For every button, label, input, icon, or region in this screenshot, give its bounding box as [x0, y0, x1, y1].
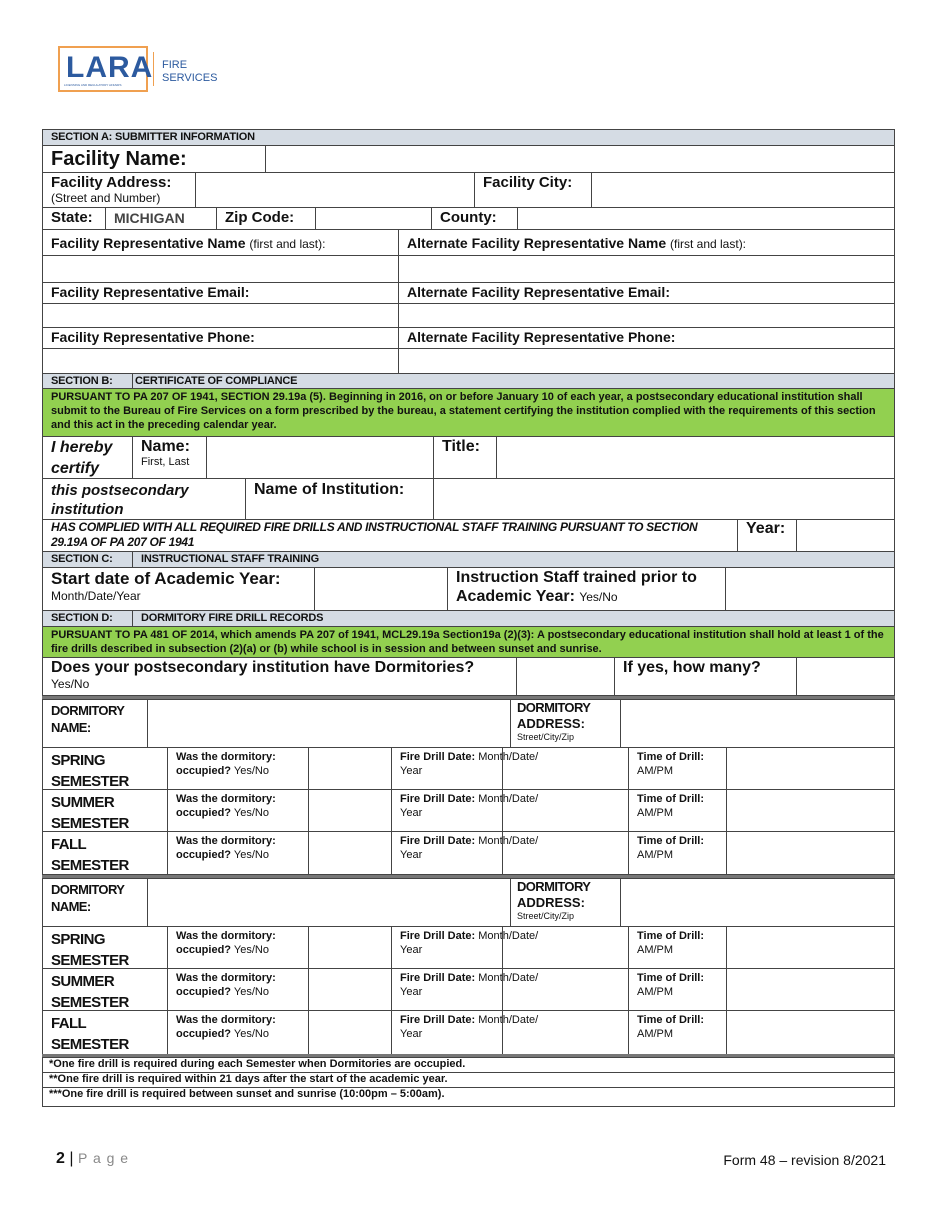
rep-phone-field[interactable]: [42, 348, 399, 374]
semester-row-summer: [42, 968, 895, 1011]
dorm-name-label-cell: [42, 878, 148, 927]
drill-date-label-cell: [391, 968, 539, 1011]
dorm-question-label: Does your postsecondary institution have Dormitories?: [51, 659, 475, 676]
drill-date-field[interactable]: [502, 789, 629, 832]
how-many-label: If yes, how many?: [623, 659, 761, 676]
occupied-field[interactable]: [308, 747, 392, 790]
drill-date-sub: Month/Date/: [478, 1014, 539, 1026]
lara-logo: [58, 46, 218, 98]
trained-field[interactable]: [725, 567, 895, 611]
drill-date-label: Fire Drill Date:: [400, 1014, 476, 1026]
occupied-label-cell: [167, 968, 309, 1011]
zip-label-cell: [216, 207, 316, 230]
semester-label-1: SPRING: [51, 931, 105, 948]
alt-rep-name-label: [399, 230, 894, 251]
occupied-sub: Yes/No: [233, 986, 269, 998]
section-c-header-a: SECTION C:: [42, 551, 133, 568]
semester-row-spring: [42, 926, 895, 969]
county-label-cell: [431, 207, 518, 230]
cert-name-field[interactable]: [206, 436, 434, 479]
page-separator: |: [69, 1150, 74, 1167]
rep-name-label-text: Facility Representative Name: [51, 235, 246, 251]
trained-label-2-text: Academic Year:: [456, 588, 575, 605]
rep-name-label: [43, 230, 398, 251]
dorm-question-sub: Yes/No: [51, 677, 90, 691]
semester-label-cell: [42, 747, 168, 790]
semester-row-summer: [42, 789, 895, 832]
drill-date-sub2: Year: [400, 986, 423, 998]
drill-date-sub2: Year: [400, 807, 423, 819]
drill-date-field[interactable]: [502, 831, 629, 875]
semester-label-2: SEMESTER: [51, 857, 129, 874]
state-value-cell: [105, 207, 217, 230]
rep-email-label-cell: [42, 282, 399, 304]
dorm-address-label-2: ADDRESS:: [517, 716, 585, 731]
semester-label-cell: [42, 831, 168, 875]
drill-date-label-cell: [391, 831, 539, 875]
alt-rep-phone-field[interactable]: [398, 348, 895, 374]
alt-rep-name-label-cell: [398, 229, 895, 256]
drill-time-label: Time of Drill:: [637, 1014, 705, 1026]
trained-label-2: [448, 587, 725, 606]
drill-time-sub: AM/PM: [637, 849, 674, 861]
semester-row-fall: [42, 1010, 895, 1055]
dorm-block-1: [42, 699, 895, 875]
drill-time-sub: AM/PM: [637, 807, 674, 819]
semester-label-1: SUMMER: [51, 794, 115, 811]
drill-date-label: Fire Drill Date:: [400, 930, 476, 942]
drill-date-field[interactable]: [502, 926, 629, 969]
alt-rep-email-label: Alternate Facility Representative Email:: [407, 284, 670, 300]
facility-city-field[interactable]: [591, 172, 895, 208]
page-footer-left: [56, 1150, 129, 1168]
facility-address-label: Facility Address:: [51, 174, 172, 191]
drill-time-label-cell: [628, 926, 727, 969]
drill-time-label-cell: [628, 789, 727, 832]
semester-label-2: SEMESTER: [51, 815, 129, 832]
occupied-sub: Yes/No: [233, 1028, 269, 1040]
this-post-cell: [42, 478, 246, 520]
cert-name-label-cell: [132, 436, 207, 479]
drill-date-label-cell: [391, 747, 539, 790]
facility-name-field[interactable]: [265, 145, 895, 173]
rep-phone-label-cell: [42, 327, 399, 349]
drill-date-field[interactable]: [502, 747, 629, 790]
state-label-cell: [42, 207, 106, 230]
alt-rep-name-label-text: Alternate Facility Representative Name: [407, 235, 667, 251]
drill-date-sub2: Year: [400, 765, 423, 777]
semester-label-cell: [42, 789, 168, 832]
county-field[interactable]: [517, 207, 895, 230]
dorm-address-label-1: DORMITORY: [517, 879, 591, 894]
occupied-label-2: occupied?: [176, 1028, 232, 1040]
occupied-label-cell: [167, 747, 309, 790]
dorm-address-label-cell: [510, 699, 621, 748]
occupied-label-cell: [167, 789, 309, 832]
cert-name-sub: First, Last: [141, 456, 190, 468]
year-field[interactable]: [796, 519, 895, 552]
complied-text: HAS COMPLIED WITH ALL REQUIRED FIRE DRILLS AND INSTRUCTIONAL STAFF TRAINING PURSUANT TO SECTION 29.19A OF PA 207 OF 1941: [51, 520, 698, 549]
rep-name-label-cell: [42, 229, 399, 256]
drill-time-field[interactable]: [726, 831, 895, 875]
cert-name-label: Name:: [141, 438, 190, 455]
semester-label-1: FALL: [51, 1015, 87, 1032]
occupied-label-1: Was the dormitory:: [176, 835, 276, 847]
state-label: State:: [51, 209, 93, 226]
footnote-1: *One fire drill is required during each Semester when Dormitories are occupied.: [42, 1057, 895, 1073]
section-d-header-b: DORMITORY FIRE DRILL RECORDS: [132, 610, 895, 627]
start-date-field[interactable]: [314, 567, 448, 611]
drill-time-label: Time of Drill:: [637, 751, 705, 763]
dorm-name-field[interactable]: [147, 878, 511, 927]
drill-date-sub: Month/Date/: [478, 972, 539, 984]
section-a-header: SECTION A: SUBMITTER INFORMATION: [42, 129, 895, 146]
logo-dept-2: SERVICES: [162, 72, 218, 84]
rep-email-field[interactable]: [42, 303, 399, 328]
drill-date-label-cell: [391, 926, 539, 969]
facility-name-label: Facility Name:: [51, 148, 187, 170]
drill-time-field[interactable]: [726, 747, 895, 790]
year-label-cell: [737, 519, 797, 552]
drill-date-sub: Month/Date/: [478, 793, 539, 805]
occupied-sub: Yes/No: [233, 849, 269, 861]
semester-label-2: SEMESTER: [51, 1036, 129, 1053]
rep-name-field[interactable]: [42, 255, 399, 283]
semester-label-cell: [42, 1010, 168, 1055]
cert-title-label-cell: [433, 436, 497, 479]
drill-date-label: Fire Drill Date:: [400, 835, 476, 847]
this-post-text: this postsecondary institution: [51, 482, 189, 518]
occupied-sub: Yes/No: [233, 944, 269, 956]
semester-label-cell: [42, 968, 168, 1011]
logo-brand: LARA: [66, 51, 154, 84]
drill-time-sub: AM/PM: [637, 944, 674, 956]
drill-date-sub2: Year: [400, 849, 423, 861]
year-label: Year:: [746, 520, 786, 537]
drill-date-label: Fire Drill Date:: [400, 793, 476, 805]
drill-date-field[interactable]: [502, 1010, 629, 1055]
drill-time-label: Time of Drill:: [637, 930, 705, 942]
dorm-name-label-2: NAME:: [51, 720, 91, 735]
drill-date-label: Fire Drill Date:: [400, 751, 476, 763]
semester-label-2: SEMESTER: [51, 773, 129, 790]
zip-field[interactable]: [315, 207, 432, 230]
drill-time-sub: AM/PM: [637, 1028, 674, 1040]
logo-tagline: LICENSING AND REGULATORY AFFAIRS: [64, 83, 122, 87]
drill-time-label: Time of Drill:: [637, 835, 705, 847]
footnote-3: ***One fire drill is required between sunset and sunrise (10:00pm – 5:00am).: [42, 1087, 895, 1107]
facility-address-sub: (Street and Number): [51, 191, 161, 205]
alt-rep-name-field[interactable]: [398, 255, 895, 283]
dorm-address-label-2: ADDRESS:: [517, 895, 585, 910]
institution-label-cell: [245, 478, 434, 520]
facility-address-label-cell: [42, 172, 196, 208]
hereby-text: I hereby certify: [51, 439, 113, 477]
occupied-label-2: occupied?: [176, 849, 232, 861]
dorm-address-field[interactable]: [620, 878, 895, 927]
form-revision: Form 48 – revision 8/2021: [723, 1152, 886, 1168]
occupied-field[interactable]: [308, 968, 392, 1011]
drill-time-sub: AM/PM: [637, 986, 674, 998]
semester-label-2: SEMESTER: [51, 952, 129, 969]
rep-name-label-sub: (first and last):: [249, 237, 326, 251]
occupied-field[interactable]: [308, 831, 392, 875]
how-many-field[interactable]: [796, 657, 895, 696]
section-d-header-a: SECTION D:: [42, 610, 133, 627]
dorm-block-2: [42, 878, 895, 1055]
logo-dept-1: FIRE: [162, 59, 188, 71]
dorm-address-label-1: DORMITORY: [517, 700, 591, 715]
trained-label-cell: [447, 567, 726, 611]
semester-label-1: SUMMER: [51, 973, 115, 990]
dorm-address-sub: Street/City/Zip: [517, 911, 575, 921]
drill-date-sub: Month/Date/: [478, 835, 539, 847]
occupied-label-cell: [167, 831, 309, 875]
occupied-label-2: occupied?: [176, 986, 232, 998]
cert-title-label: Title:: [442, 438, 480, 455]
semester-row-spring: [42, 747, 895, 790]
county-label: County:: [440, 209, 497, 226]
dorm-address-field[interactable]: [620, 699, 895, 748]
start-date-label: Start date of Academic Year:: [51, 569, 281, 588]
occupied-label-2: occupied?: [176, 944, 232, 956]
footnote-2: **One fire drill is required within 21 days after the start of the academic year.: [42, 1072, 895, 1088]
drill-time-label: Time of Drill:: [637, 793, 705, 805]
page-number: 2: [56, 1150, 65, 1167]
semester-label-2: SEMESTER: [51, 994, 129, 1011]
trained-label-1: Instruction Staff trained prior to: [456, 569, 697, 586]
occupied-label-2: occupied?: [176, 765, 232, 777]
occupied-label-1: Was the dormitory:: [176, 972, 276, 984]
how-many-label-cell: [614, 657, 797, 696]
drill-time-field[interactable]: [726, 968, 895, 1011]
drill-time-label-cell: [628, 747, 727, 790]
dorm-question-field[interactable]: [516, 657, 615, 696]
occupied-label-2: occupied?: [176, 807, 232, 819]
section-b-notice: PURSUANT TO PA 207 OF 1941, SECTION 29.19a (5). Beginning in 2016, on or before January 10 of each year, a postsecondary educational institution shall submit to the Bureau of Fire Services on a form prescribed by the bureau, a statement certifying the institution complied with the requirements of this section and this act in the preceding calendar year.: [42, 388, 895, 437]
state-value: MICHIGAN: [114, 210, 185, 226]
alt-rep-phone-label: Alternate Facility Representative Phone:: [407, 329, 676, 345]
dorm-name-label-1: DORMITORY: [51, 703, 125, 718]
semester-label-cell: [42, 926, 168, 969]
semester-label-1: SPRING: [51, 752, 105, 769]
drill-date-sub: Month/Date/: [478, 751, 539, 763]
drill-date-label-cell: [391, 1010, 539, 1055]
semester-row-fall: [42, 831, 895, 875]
facility-city-label: Facility City:: [483, 174, 573, 191]
occupied-label-cell: [167, 1010, 309, 1055]
complied-cell: [42, 519, 738, 552]
drill-date-label-cell: [391, 789, 539, 832]
page-word: P a g e: [77, 1150, 130, 1166]
drill-date-sub: Month/Date/: [478, 930, 539, 942]
alt-rep-email-label-cell: [398, 282, 895, 304]
drill-time-label-cell: [628, 1010, 727, 1055]
section-b-header-b: CERTIFICATE OF COMPLIANCE: [132, 373, 895, 389]
institution-label: Name of Institution:: [254, 481, 405, 498]
hereby-cell: [42, 436, 133, 479]
occupied-label-1: Was the dormitory:: [176, 793, 276, 805]
drill-time-sub: AM/PM: [637, 765, 674, 777]
dorm-question-cell: [42, 657, 517, 696]
section-b-header-a: SECTION B:: [42, 373, 133, 389]
occupied-sub: Yes/No: [233, 807, 269, 819]
occupied-label-cell: [167, 926, 309, 969]
alt-rep-email-field[interactable]: [398, 303, 895, 328]
alt-rep-phone-label-cell: [398, 327, 895, 349]
drill-date-sub2: Year: [400, 944, 423, 956]
drill-time-label-cell: [628, 831, 727, 875]
section-c-header-b: INSTRUCTIONAL STAFF TRAINING: [132, 551, 895, 568]
dorm-address-sub: Street/City/Zip: [517, 732, 575, 742]
start-date-sub: Month/Date/Year: [51, 589, 141, 603]
drill-time-label-cell: [628, 968, 727, 1011]
drill-time-field[interactable]: [726, 926, 895, 969]
rep-email-label: Facility Representative Email:: [51, 284, 250, 300]
logo-divider: [153, 52, 154, 86]
occupied-label-1: Was the dormitory:: [176, 930, 276, 942]
facility-city-label-cell: [474, 172, 592, 208]
institution-field[interactable]: [433, 478, 895, 520]
zip-label: Zip Code:: [225, 209, 295, 226]
drill-time-field[interactable]: [726, 1010, 895, 1055]
drill-date-field[interactable]: [502, 968, 629, 1011]
occupied-field[interactable]: [308, 926, 392, 969]
alt-rep-name-label-sub: (first and last):: [670, 237, 747, 251]
start-date-label-cell: [42, 567, 315, 611]
occupied-sub: Yes/No: [233, 765, 269, 777]
occupied-label-1: Was the dormitory:: [176, 751, 276, 763]
occupied-field[interactable]: [308, 1010, 392, 1055]
dorm-address-label-cell: [510, 878, 621, 927]
occupied-field[interactable]: [308, 789, 392, 832]
drill-time-label: Time of Drill:: [637, 972, 705, 984]
semester-label-1: FALL: [51, 836, 87, 853]
facility-address-field[interactable]: [195, 172, 475, 208]
dorm-name-field[interactable]: [147, 699, 511, 748]
facility-name-label-cell: [42, 145, 266, 173]
rep-phone-label: Facility Representative Phone:: [51, 329, 255, 345]
dorm-name-label-1: DORMITORY: [51, 882, 125, 897]
trained-sub: Yes/No: [579, 590, 618, 604]
dorm-name-label-2: NAME:: [51, 899, 91, 914]
section-d-notice: PURSUANT TO PA 481 OF 2014, which amends PA 207 of 1941, MCL29.19a Section19a (2)(3): A postsecondary educational institution shall hold at least 1 of the fire drills described in subsection (2)(a) or (b) while school is in session and between sunset and sunrise.: [42, 626, 895, 658]
cert-title-field[interactable]: [496, 436, 895, 479]
dorm-name-label-cell: [42, 699, 148, 748]
drill-date-label: Fire Drill Date:: [400, 972, 476, 984]
occupied-label-1: Was the dormitory:: [176, 1014, 276, 1026]
drill-time-field[interactable]: [726, 789, 895, 832]
drill-date-sub2: Year: [400, 1028, 423, 1040]
